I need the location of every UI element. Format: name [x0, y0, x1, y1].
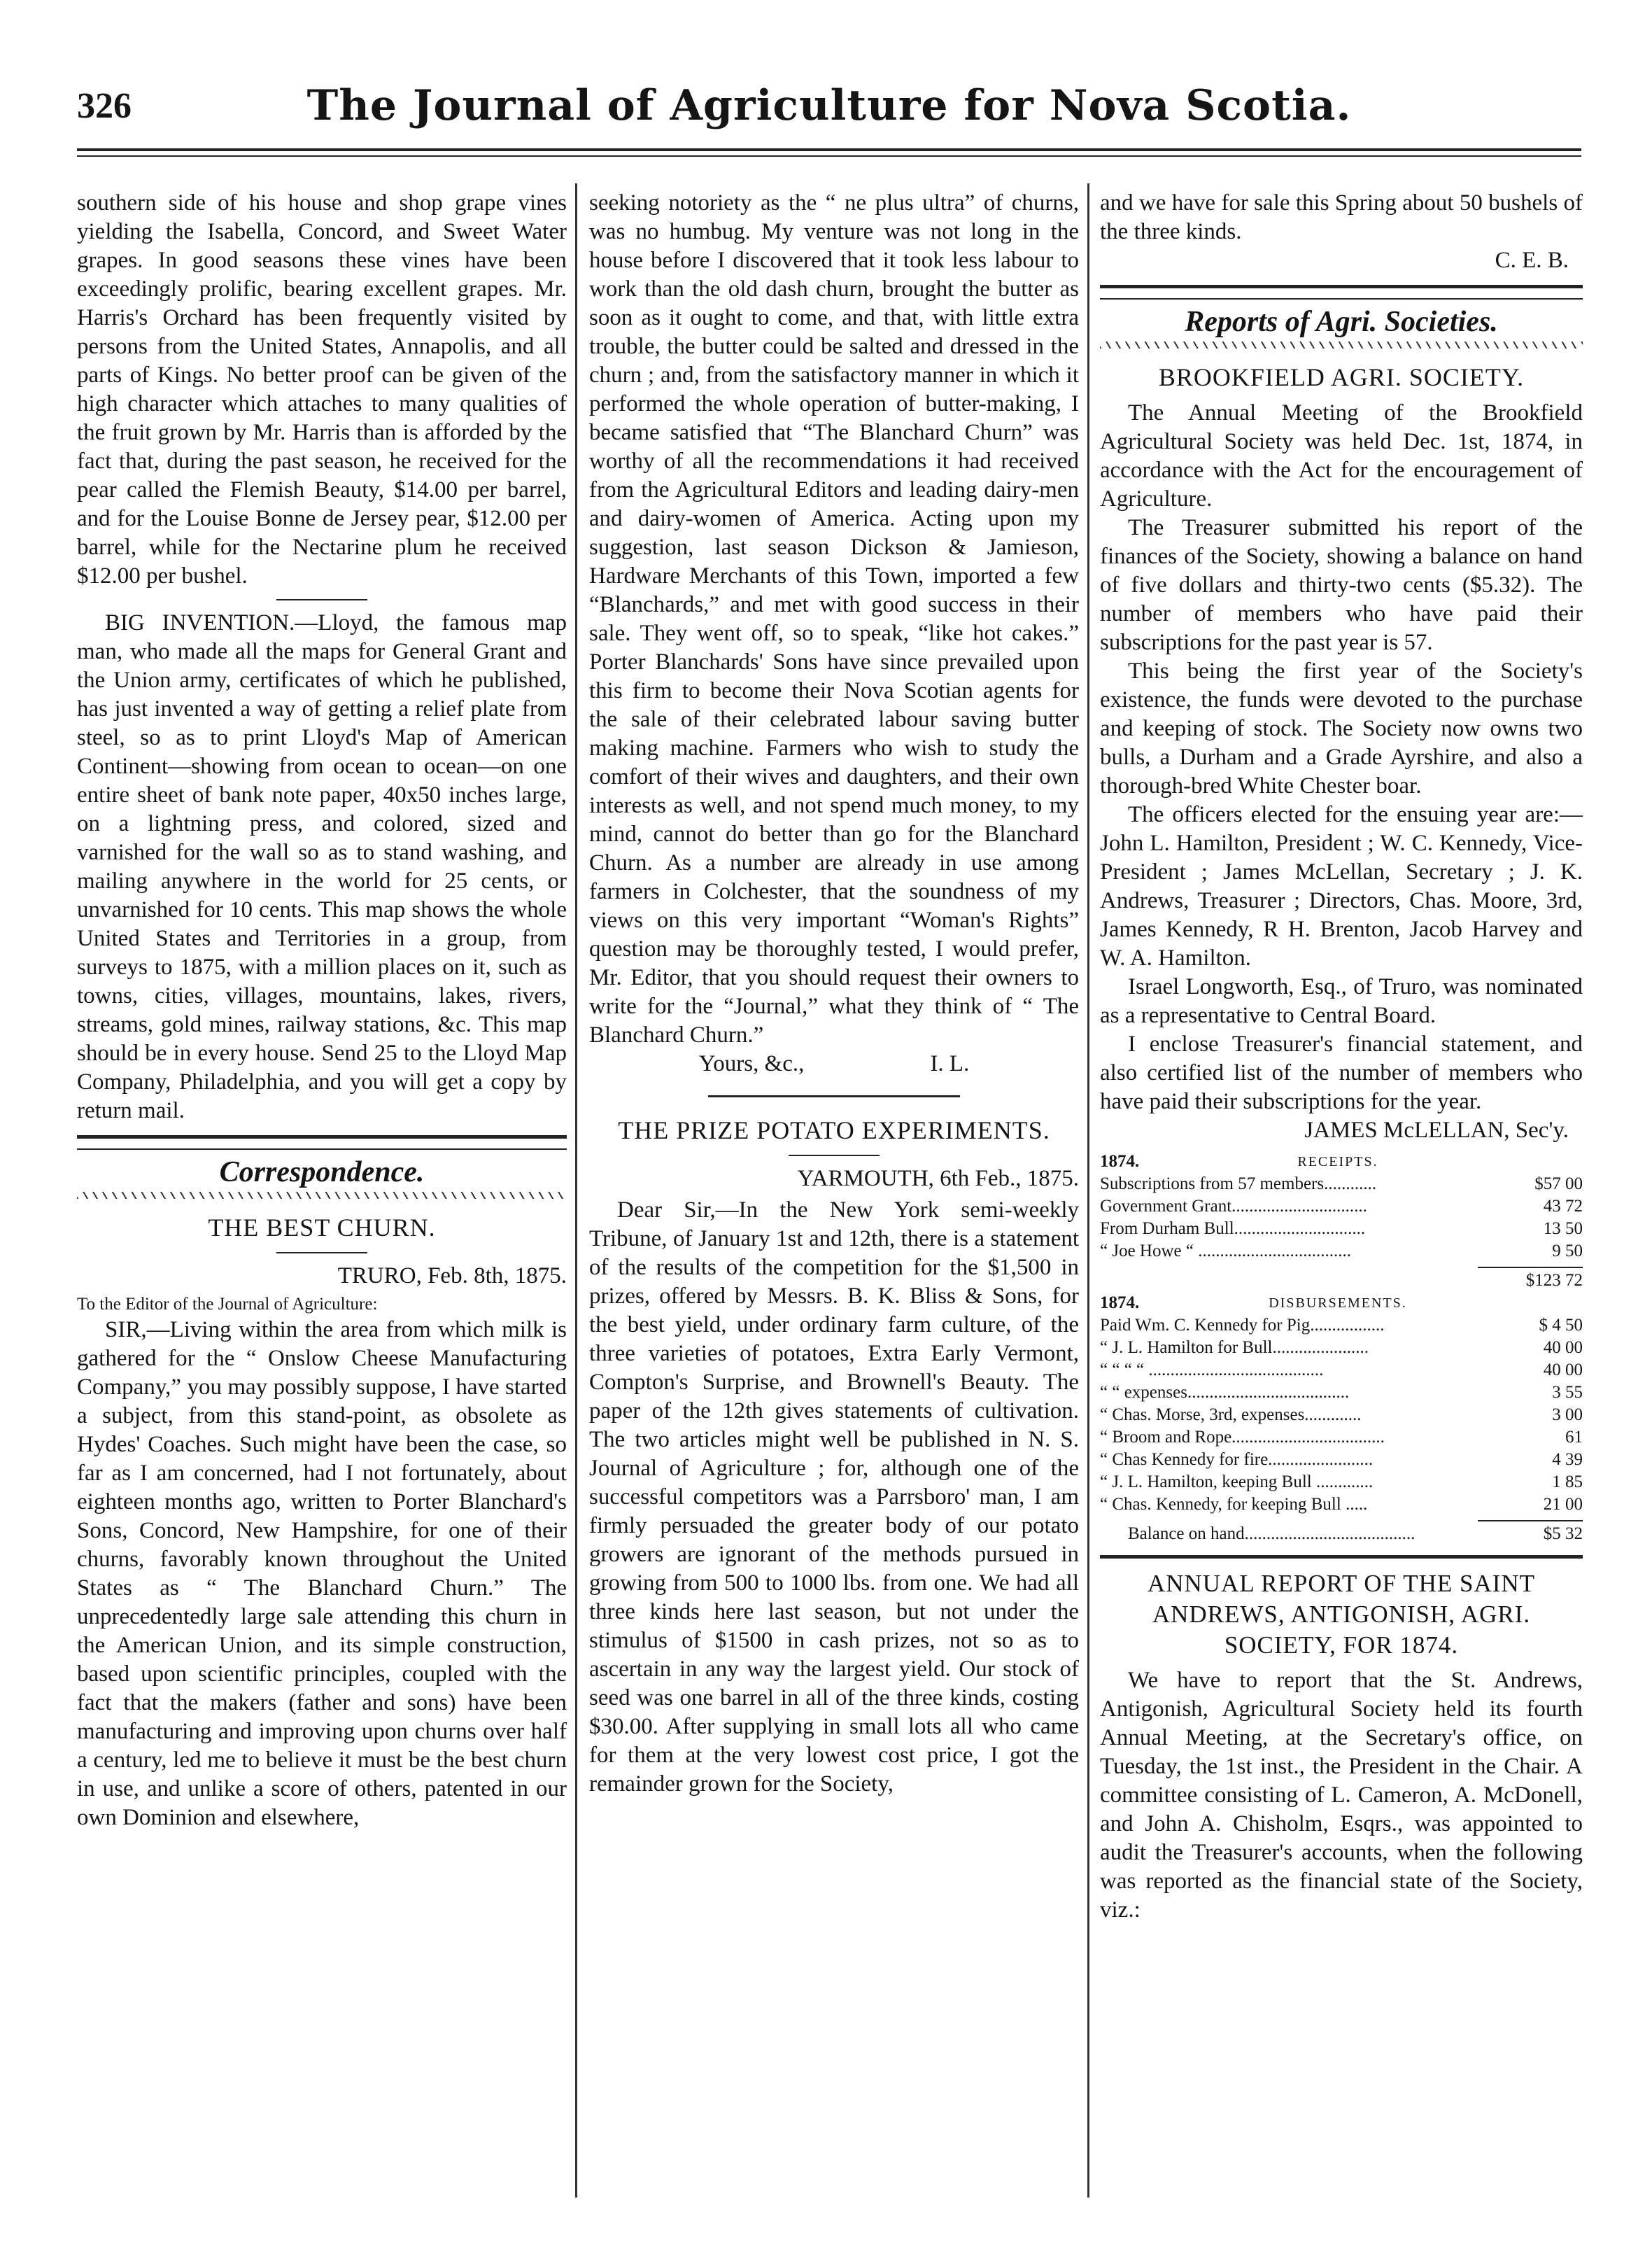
churn-letter-paragraph-1: SIR,—Living within the area from which milk is gathered for the “ Onslow Cheese Manufacturing Company,” you may possibly suppose, I have started a subject, from this stand-point, as obsolete as Hydes' Coaches. Such might have been the case, so far as I am concerned, had I not fortunately, about eighteen months ago, written to Porter Blanchard's Sons, Concord, New Hampshire, for one of their churns, favorably known throughout the United States as “ The Blanchard Churn.” The unprecedentedly large sale attending this churn in the American Union, and its simple construction, based upon scientific principles, coupled with the fact that the makers (father and sons) have been manufacturing and improving upon churns over half a century, led me to believe it must be the best churn in use, and unlike a score of others, patented in our own Dominion and elsewhere, — [77, 1317, 567, 1830]
receipts-year: 1874. — [1100, 1152, 1140, 1171]
disbursements-amount: 21 00 — [1543, 1495, 1583, 1514]
brookfield-paragraph-1: The Annual Meeting of the Brookfield Agricultural Society was held Dec. 1st, 1874, in accordance with the Act for the encouragement of Agriculture. — [1100, 400, 1583, 512]
churn-signature — [589, 1050, 1079, 1078]
receipts-item: “ Joe Howe “ ................................... — [1100, 1242, 1351, 1260]
reports-section-title: Reports of Agri. Societies. — [1185, 306, 1498, 338]
disbursements-amount: 40 00 — [1543, 1360, 1583, 1379]
balance-row — [1100, 1523, 1583, 1545]
potato-letter-paragraph-1: Dear Sir,—In the New York semi-weekly Tribune, of January 1st and 12th, there is a statement of the results of the competition for the $1,500 in prizes, offered by Messrs. B. K. Bliss & Sons, for the best yield, under ordinary farm culture, of the three varieties of potatoes, Extra Early Vermont, Compton's Surprise, and Brownell's Beauty. The paper of the 12th gives statements of cultivation. The two articles might well be published in N. S. Journal of Agriculture ; for, although one of the successful competitors was a Parrsboro' man, I am firmly persuaded the greater body of our potato growers are ignorant of the methods pursued in growing from 500 to 1000 lbs. from one. We had all three kinds here last season, but not under the stimulus of $1500 in cash prizes, not so as to ascertain in any way the largest yield. Our stock of seed was one barrel in all of the three kinds, costing $30.00. After supplying in small lots all who came for them at the very lowest cost price, I got the remainder grown for the Society, — [589, 1197, 1079, 1797]
receipts-row — [1100, 1218, 1583, 1240]
receipts-amount: 13 50 — [1543, 1219, 1583, 1238]
column-divider-1 — [575, 183, 577, 2198]
disbursements-amount: 3 00 — [1552, 1405, 1583, 1424]
receipts-row — [1100, 1173, 1583, 1195]
column-divider-2 — [1087, 183, 1089, 2198]
disbursements-table — [1100, 1292, 1583, 1314]
receipts-total-row — [1100, 1270, 1583, 1292]
potato-dateline: YARMOUTH, 6th Feb., 1875. — [797, 1166, 1079, 1191]
wavy-rule — [1100, 342, 1583, 349]
brookfield-paragraph-6: I enclose Treasurer's financial statement, and also certified list of the number of members who have paid their subscriptions for the year. — [1100, 1032, 1583, 1114]
running-head — [77, 81, 1581, 144]
receipts-label: RECEIPTS. — [1297, 1154, 1378, 1169]
st-andrews-heading: ANNUAL REPORT OF THE SAINT ANDREWS, ANTIGONISH, AGRI. SOCIETY, FOR 1874. — [1147, 1570, 1536, 1659]
disbursements-item: “ Chas Kennedy for fire........................ — [1100, 1450, 1374, 1469]
journal-title: The Journal of Agriculture for Nova Scotia. — [306, 81, 1352, 130]
st-andrews-paragraph-1: We have to report that the St. Andrews, Antigonish, Agricultural Society held its fourth Annual Meeting, at the Secretary's office, on Tuesday, the 1st inst., the President in the Chair. A committee consisting of L. Cameron, A. McDonell, and John A. Chisholm, Esqrs., was appointed to audit the Treasurer's accounts, when the following was reported as the financial state of the Society, viz.: — [1100, 1668, 1583, 1922]
correspondence-section-title: Correspondence. — [219, 1156, 425, 1188]
disbursements-row — [1100, 1337, 1583, 1359]
disbursements-row — [1100, 1381, 1583, 1404]
churn-letter-paragraph-2: seeking notoriety as the “ ne plus ultra” of churns, was no humbug. My venture was not long in the house before I discovered that it took less labour to work than the old dash churn, brought the butter as soon as it ought to come, and that, with little extra trouble, the butter could be salted and dressed in the churn ; and, from the satisfactory manner in which it performed the whole operation of butter-making, I became satisfied that “The Blanchard Churn” was worthy of all the recommendations it had received from the Agricultural Editors and leading dairy-men and dairy-women of America. Acting upon my suggestion, last season Dickson & Jamieson, Hardware Merchants of this Town, imported a few “Blanchards,” and met with good success in their sale. They went off, so to speak, “like hot cakes.” Porter Blanchards' Sons have since prevailed upon this firm to become their Nova Scotian agents for the sale of their celebrated labour saving butter making machine. Farmers who wish to study the comfort of their wives and daughters, and their own interests as well, and not spend much money, to my mind, cannot do better than go for the Blanchard Churn. As a number are already in use among farmers in Colchester, that the soundness of my views on this very important “Woman's Rights” question may be thoroughly tested, I would prefer, Mr. Editor, that you should request their owners to write for the “Journal,” what they think of “ The Blanchard Churn.” — [589, 190, 1079, 1048]
disbursements-row — [1100, 1493, 1583, 1516]
harris-orchard-paragraph: southern side of his house and shop grape vines yielding the Isabella, Concord, and Sweet Water grapes. In good seasons these vines have been exceedingly prolific, bearing excellent grapes. Mr. Harris's Orchard has been frequently visited by persons from the United States, Annapolis, and all parts of Kings. No better proof can be given of the high character which attaches to many qualities of the fruit grown by Mr. Harris than is afforded by the fact that, during the past season, he received for the pear called the Flemish Beauty, $14.00 per barrel, and for the Louise Bonne de Jersey pear, $12.00 per barrel, while for the Nectarine plum he received $12.00 per bushel. — [77, 190, 567, 589]
brookfield-paragraph-3: This being the first year of the Society's existence, the funds were devoted to the purchase and keeping of stock. The Society now owns two bulls, a Durham and a Grade Ayrshire, and also a thorough-bred White Chester boar. — [1100, 659, 1583, 799]
disbursements-row — [1100, 1471, 1583, 1493]
brookfield-paragraph-5: Israel Longworth, Esq., of Truro, was nominated as a representative to Central Board. — [1100, 974, 1583, 1028]
disbursements-amount: 3 55 — [1552, 1383, 1583, 1402]
separator-rule — [276, 1252, 367, 1253]
disbursements-item: “ Chas. Kennedy, for keeping Bull ..... — [1100, 1495, 1368, 1514]
disbursements-label: DISBURSEMENTS. — [1269, 1295, 1407, 1311]
disbursements-item: “ “ “ “ ........................................ — [1100, 1360, 1324, 1379]
disbursements-amount: 1 85 — [1552, 1472, 1583, 1491]
disbursements-item: “ Broom and Rope................................... — [1100, 1428, 1385, 1447]
disbursements-amount: $ 4 50 — [1539, 1316, 1583, 1335]
header-rule-top — [77, 148, 1581, 151]
churn-sign-initials: I. L. — [930, 1051, 970, 1076]
separator-rule — [708, 1095, 960, 1097]
disbursements-amount: 40 00 — [1543, 1338, 1583, 1357]
brookfield-heading: BROOKFIELD AGRI. SOCIETY. — [1158, 363, 1525, 391]
potato-signature: C. E. B. — [1495, 248, 1569, 273]
header-rule-bottom — [77, 155, 1581, 157]
disbursements-row — [1100, 1314, 1583, 1337]
receipts-row — [1100, 1195, 1583, 1218]
disbursements-row — [1100, 1426, 1583, 1449]
wavy-rule — [77, 1192, 567, 1199]
total-rule — [1478, 1267, 1583, 1268]
section-rule — [1100, 1555, 1583, 1561]
receipts-amount: 9 50 — [1552, 1242, 1583, 1260]
disbursements-item: “ Chas. Morse, 3rd, expenses............. — [1100, 1405, 1362, 1424]
receipts-rows — [1100, 1173, 1583, 1263]
disbursements-year: 1874. — [1100, 1293, 1140, 1312]
balance-label: Balance on hand....................................... — [1128, 1524, 1416, 1543]
separator-rule — [789, 1155, 880, 1156]
disbursements-amount: 4 39 — [1552, 1450, 1583, 1469]
brookfield-paragraph-4: The officers elected for the ensuing year are:—John L. Hamilton, President ; W. C. Kennedy, Vice-President ; James McLellan, Secretary ; J. K. Andrews, Treasurer ; Directors, Chas. Moore, 3rd, James Kennedy, R H. Brenton, Jacob Harvey and W. A. Hamilton. — [1100, 802, 1583, 971]
churn-sign-yours: Yours, &c., — [698, 1051, 805, 1076]
disbursements-item: “ J. L. Hamilton for Bull...................... — [1100, 1338, 1369, 1357]
churn-salutation: To the Editor of the Journal of Agriculture: — [77, 1295, 378, 1314]
section-double-rule — [1100, 285, 1583, 300]
disbursements-item: Paid Wm. C. Kennedy for Pig................. — [1100, 1316, 1385, 1335]
churn-dateline: TRURO, Feb. 8th, 1875. — [337, 1263, 567, 1288]
disbursements-row — [1100, 1449, 1583, 1471]
disbursements-row — [1100, 1359, 1583, 1381]
potato-letter-paragraph-2: and we have for sale this Spring about 50 bushels of the three kinds. — [1100, 190, 1583, 244]
column-2 — [589, 189, 1079, 2194]
receipts-item: From Durham Bull.............................. — [1100, 1219, 1366, 1238]
balance-amount: $5 32 — [1543, 1524, 1583, 1543]
page-number: 326 — [77, 86, 132, 126]
disbursements-row — [1100, 1404, 1583, 1426]
receipts-amount: 43 72 — [1543, 1197, 1583, 1216]
receipts-amount: $57 00 — [1534, 1174, 1583, 1193]
brookfield-signature: JAMES McLELLAN, Sec'y. — [1304, 1118, 1569, 1143]
big-invention-paragraph: BIG INVENTION.—Lloyd, the famous map man, who made all the maps for General Grant and the Union army, certificates of which he published, has just invented a way of getting a relief plate from steel, so as to print Lloyd's Map of American Continent—showing from ocean to ocean—on one entire sheet of bank note paper, 40x50 inches large, on a lightning press, and colored, sized and varnished for the wall so as to stand washing, and mailing anywhere in the world for 25 cents, or unvarnished for 10 cents. This map shows the whole United States and Territories in a group, from surveys to 1875, with a million places on it, such as towns, cities, villages, mountains, lakes, rivers, streams, gold mines, railway stations, &c. This map should be in every house. Send 25 to the Lloyd Map Company, Philadelphia, and you will get a copy by return mail. — [77, 610, 567, 1123]
disbursements-amount: 61 — [1565, 1428, 1583, 1447]
brookfield-paragraph-2: The Treasurer submitted his report of the finances of the Society, showing a balance on hand of five dollars and thirty-two cents ($5.32). The number of members who have paid their subscriptions for the past year is 57. — [1100, 515, 1583, 655]
total-rule — [1478, 1520, 1583, 1521]
receipts-total: $123 72 — [1525, 1271, 1583, 1290]
separator-rule — [276, 599, 367, 600]
disbursements-item: “ “ expenses..................................... — [1100, 1383, 1350, 1402]
column-3 — [1100, 189, 1583, 2194]
prize-potato-heading: THE PRIZE POTATO EXPERIMENTS. — [618, 1116, 1050, 1144]
receipts-item: Subscriptions from 57 members............ — [1100, 1174, 1377, 1193]
column-1 — [77, 189, 567, 2194]
section-double-rule — [77, 1135, 567, 1150]
receipts-row — [1100, 1240, 1583, 1263]
disbursements-item: “ J. L. Hamilton, keeping Bull ............. — [1100, 1472, 1374, 1491]
receipts-item: Government Grant............................... — [1100, 1197, 1367, 1216]
best-churn-heading: THE BEST CHURN. — [208, 1214, 436, 1242]
receipts-table — [1100, 1151, 1583, 1173]
disbursements-rows — [1100, 1314, 1583, 1516]
